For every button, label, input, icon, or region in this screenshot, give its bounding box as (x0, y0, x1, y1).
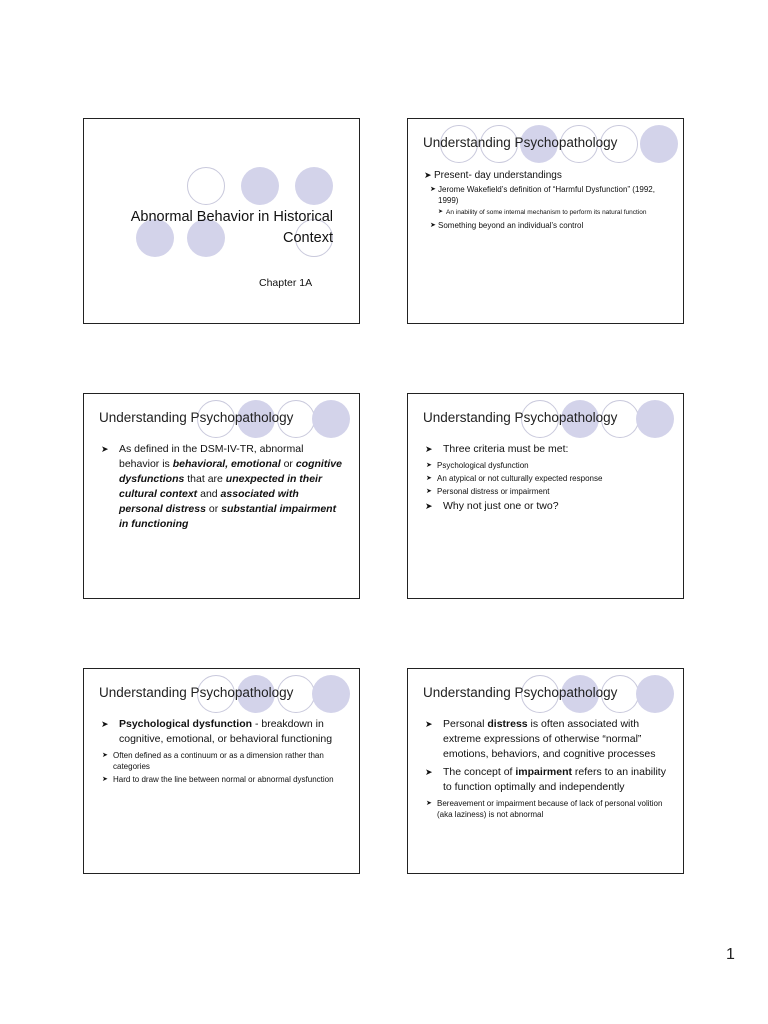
sub-bullet-item: ➤ Often defined as a continuum or as a dimension rather than categories (102, 751, 324, 771)
arrow-bullet-icon: ➤ (426, 462, 432, 469)
sub-bullet-item: ➤ Jerome Wakefield’s definition of “Harmful Dysfunction” (1992, 1999) (430, 185, 655, 205)
slide-2 (407, 118, 684, 324)
slide-title: Understanding Psychopathology (423, 135, 618, 150)
decorative-circle (312, 675, 350, 713)
slide-title: Understanding Psychopathology (99, 410, 294, 425)
slide-1 (83, 118, 360, 324)
bullet-item: ➤ Present- day understandings (424, 170, 562, 181)
bullet-item: ➤ Psychological dysfunction - breakdown in cognitive, emotional, or behavioral functioning (101, 718, 333, 745)
slide-body (99, 442, 345, 535)
slide-subtitle: Chapter 1A (259, 277, 313, 289)
slide-title: Understanding Psychopathology (423, 685, 618, 700)
decorative-circle (636, 675, 674, 713)
decorative-circle (636, 400, 674, 438)
page-number: 1 (726, 946, 735, 963)
slide-body (99, 717, 345, 787)
bullet-item: ➤ Three criteria must be met: (425, 443, 569, 455)
slide-3 (83, 393, 360, 599)
arrow-bullet-icon: ➤ (101, 444, 109, 454)
sub-bullet-item: ➤ Bereavement or impairment because of lack of personal volition (aka laziness) is not abnormal (426, 799, 663, 819)
bullet-item: ➤ Personal distress is often associated with extreme expressions of otherwise “normal” emotions, behaviors, and cognitive processes (425, 718, 656, 760)
sub-sub-bullet-item: ➤ An inability of some internal mechanism to perform its natural function (438, 209, 647, 216)
sub-bullet-item: ➤ Hard to draw the line between normal or abnormal dysfunction (102, 775, 334, 784)
arrow-bullet-icon: ➤ (425, 444, 433, 454)
slide-title (131, 207, 333, 249)
arrow-bullet-icon: ➤ (426, 800, 432, 807)
arrow-bullet-icon: ➤ (101, 719, 109, 729)
decorative-circle (312, 400, 350, 438)
arrow-bullet-icon: ➤ (425, 719, 433, 729)
arrow-bullet-icon: ➤ (425, 501, 433, 511)
slide-5 (83, 668, 360, 874)
arrow-bullet-icon: ➤ (430, 186, 436, 193)
arrow-bullet-icon: ➤ (102, 776, 108, 783)
slide-title-line: Abnormal Behavior in Historical (130, 209, 333, 225)
bullet-item: ➤ Why not just one or two? (425, 500, 559, 512)
sub-bullet-item: ➤ Psychological dysfunction (426, 461, 529, 470)
arrow-bullet-icon: ➤ (425, 767, 433, 777)
bullet-item: ➤ As defined in the DSM-IV-TR, abnormal behavior is behavioral, emotional or cognitive dysfunctions that are unexpected in their cultural context and associated with personal distress or substantial impairment in functioning (101, 443, 342, 530)
slide-body (423, 717, 669, 822)
arrow-bullet-icon: ➤ (438, 209, 444, 215)
slide-6 (407, 668, 684, 874)
decorative-circle (187, 167, 225, 205)
decorative-circle (241, 167, 279, 205)
slide-title-line: Context (283, 230, 333, 246)
slide-4 (407, 393, 684, 599)
decorative-circle (295, 167, 333, 205)
slide-body (423, 442, 669, 517)
slide-body (424, 169, 671, 233)
arrow-bullet-icon: ➤ (430, 222, 436, 229)
sub-bullet-item: ➤ An atypical or not culturally expected response (426, 474, 603, 483)
slide-title: Understanding Psychopathology (423, 410, 618, 425)
decorative-circle (640, 125, 678, 163)
arrow-bullet-icon: ➤ (426, 488, 432, 495)
slide-title: Understanding Psychopathology (99, 685, 294, 700)
sub-bullet-item: ➤ Personal distress or impairment (426, 487, 550, 496)
bullet-item: ➤ The concept of impairment refers to an inability to function optimally and independently (425, 766, 666, 793)
arrow-bullet-icon: ➤ (102, 752, 108, 759)
arrow-bullet-icon: ➤ (426, 475, 432, 482)
sub-bullet-item: ➤ Something beyond an individual’s control (430, 221, 584, 230)
arrow-bullet-icon: ➤ (424, 170, 432, 180)
